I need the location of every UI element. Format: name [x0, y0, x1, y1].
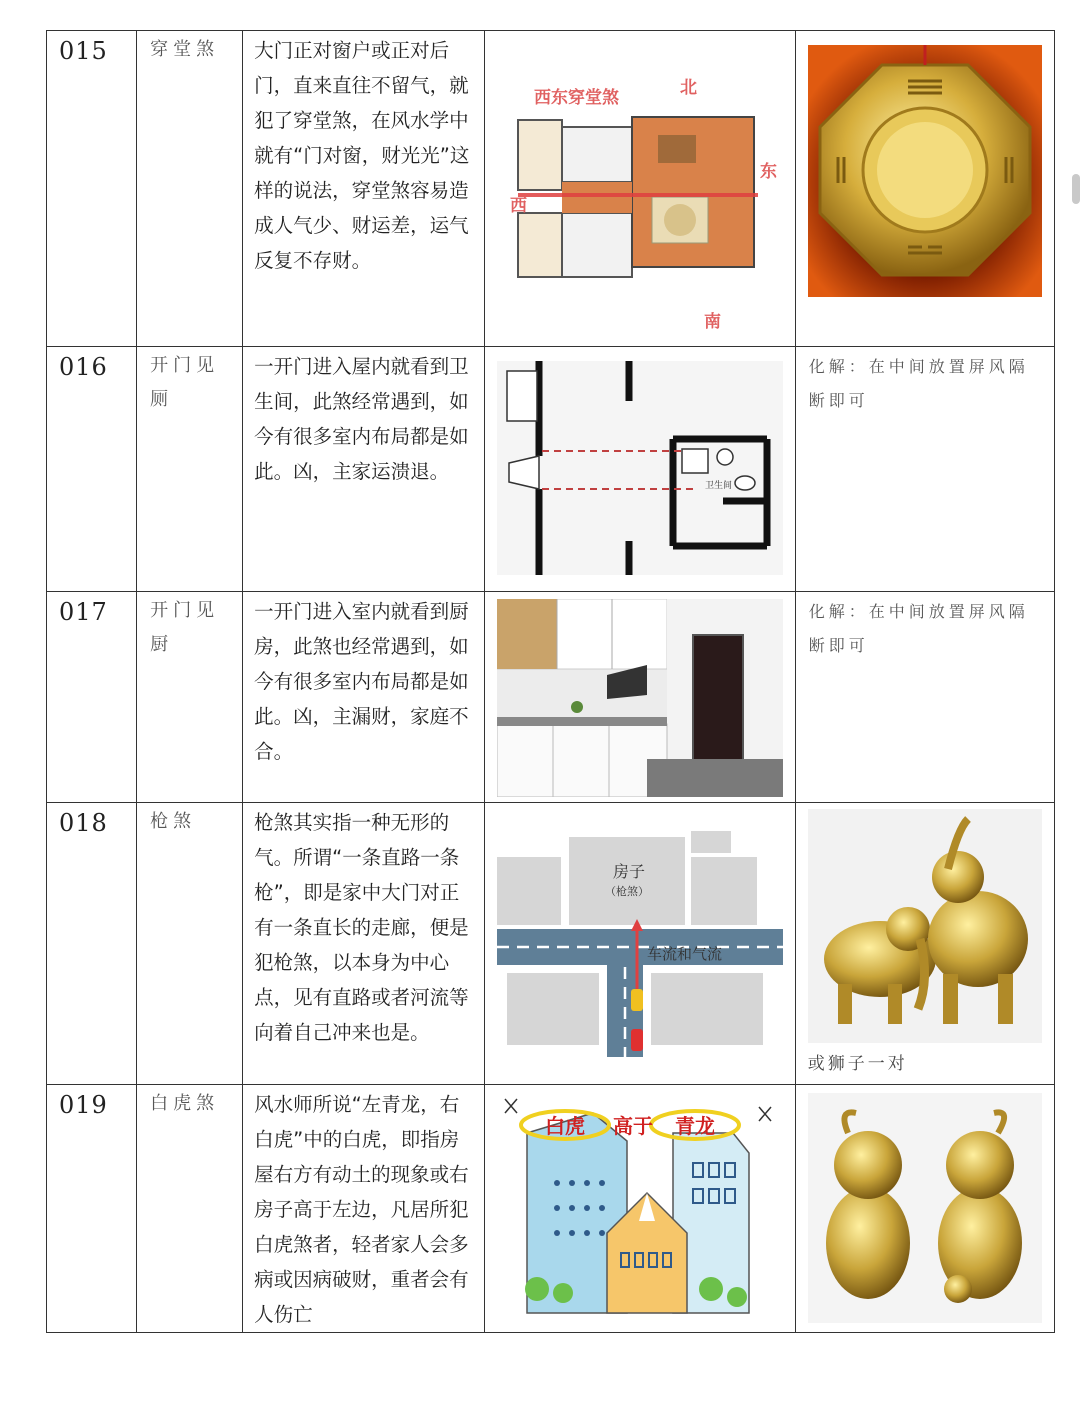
south-label: 南	[704, 312, 722, 332]
table-row	[47, 1085, 1055, 1333]
sha-description: 一开门进入室内就看到厨房，此煞也经常遇到，如今有很多室内布局都是如此。凶，主漏财，家庭不合。	[254, 600, 469, 763]
remedy-note: 或狮子一对	[807, 1054, 908, 1074]
sha-name: 白虎煞	[150, 1093, 220, 1114]
azure-dragon-label: 青龙	[675, 1114, 716, 1138]
sha-description: 风水师所说“左青龙，右白虎”中的白虎，即指房屋右方有动土的现象或右房子高于左边，凡居所犯白虎煞者，轻者家人会多病或因病破财，重者会有人伤亡	[254, 1093, 469, 1326]
bathroom-label: 卫生间	[705, 481, 733, 491]
row-number: 016	[59, 353, 108, 381]
feng-shui-table	[46, 30, 1055, 1333]
remedy-text: 化解：在中间放置屏风隔断即可	[808, 357, 1029, 410]
row-number: 017	[59, 598, 108, 626]
sha-name: 开门见厕	[150, 355, 220, 410]
table-row	[47, 592, 1055, 803]
diagram-title: 西东穿堂煞	[534, 88, 620, 108]
east-label: 东	[760, 162, 778, 182]
sha-description: 一开门进入屋内就看到卫生间，此煞经常遇到，如今有很多室内布局都是如此。凶，主家运溃退。	[254, 355, 469, 483]
row-number: 015	[59, 37, 108, 65]
sha-name: 穿堂煞	[150, 39, 220, 60]
row-number: 018	[59, 809, 108, 837]
floor-plan-diagram	[490, 35, 790, 341]
higher-than-label: 高于	[613, 1114, 654, 1138]
white-tiger-diagram	[497, 1093, 783, 1323]
spear-sha-diagram	[497, 817, 783, 1057]
sha-name: 枪煞	[150, 811, 197, 832]
brass-qilin-icon	[808, 1093, 1042, 1323]
sha-name: 开门见厨	[150, 600, 220, 655]
north-label: 北	[680, 78, 698, 98]
white-tiger-label: 白虎	[545, 1114, 586, 1138]
table-row	[47, 803, 1055, 1085]
brass-elephants-icon	[808, 809, 1042, 1043]
row-number: 019	[59, 1091, 108, 1119]
sha-description: 大门正对窗户或正对后门，直来直往不留气，就犯了穿堂煞，在风水学中就有“门对窗，财光光”这样的说法，穿堂煞容易造成人气少、财运差，运气反复不存财。	[254, 39, 470, 272]
table-row	[47, 31, 1055, 347]
house-label: 房子	[613, 862, 646, 881]
west-label: 西	[510, 196, 528, 216]
sha-description: 枪煞其实指一种无形的气。所谓“一条直路一条枪”，即是家中大门对正有一条直长的走廊，便是犯枪煞，以本身为中心点，见有直路或者河流等向着自己冲来也是。	[254, 811, 469, 1044]
table-row	[47, 347, 1055, 592]
remedy-text: 化解：在中间放置屏风隔断即可	[808, 602, 1029, 655]
door-facing-bathroom-diagram	[497, 361, 783, 575]
house-sublabel: （枪煞）	[605, 885, 650, 898]
flow-label: 车流和气流	[647, 945, 723, 963]
bagua-mirror-icon	[808, 45, 1042, 297]
scrollbar-thumb[interactable]	[1072, 174, 1080, 204]
kitchen-photo	[497, 599, 783, 797]
